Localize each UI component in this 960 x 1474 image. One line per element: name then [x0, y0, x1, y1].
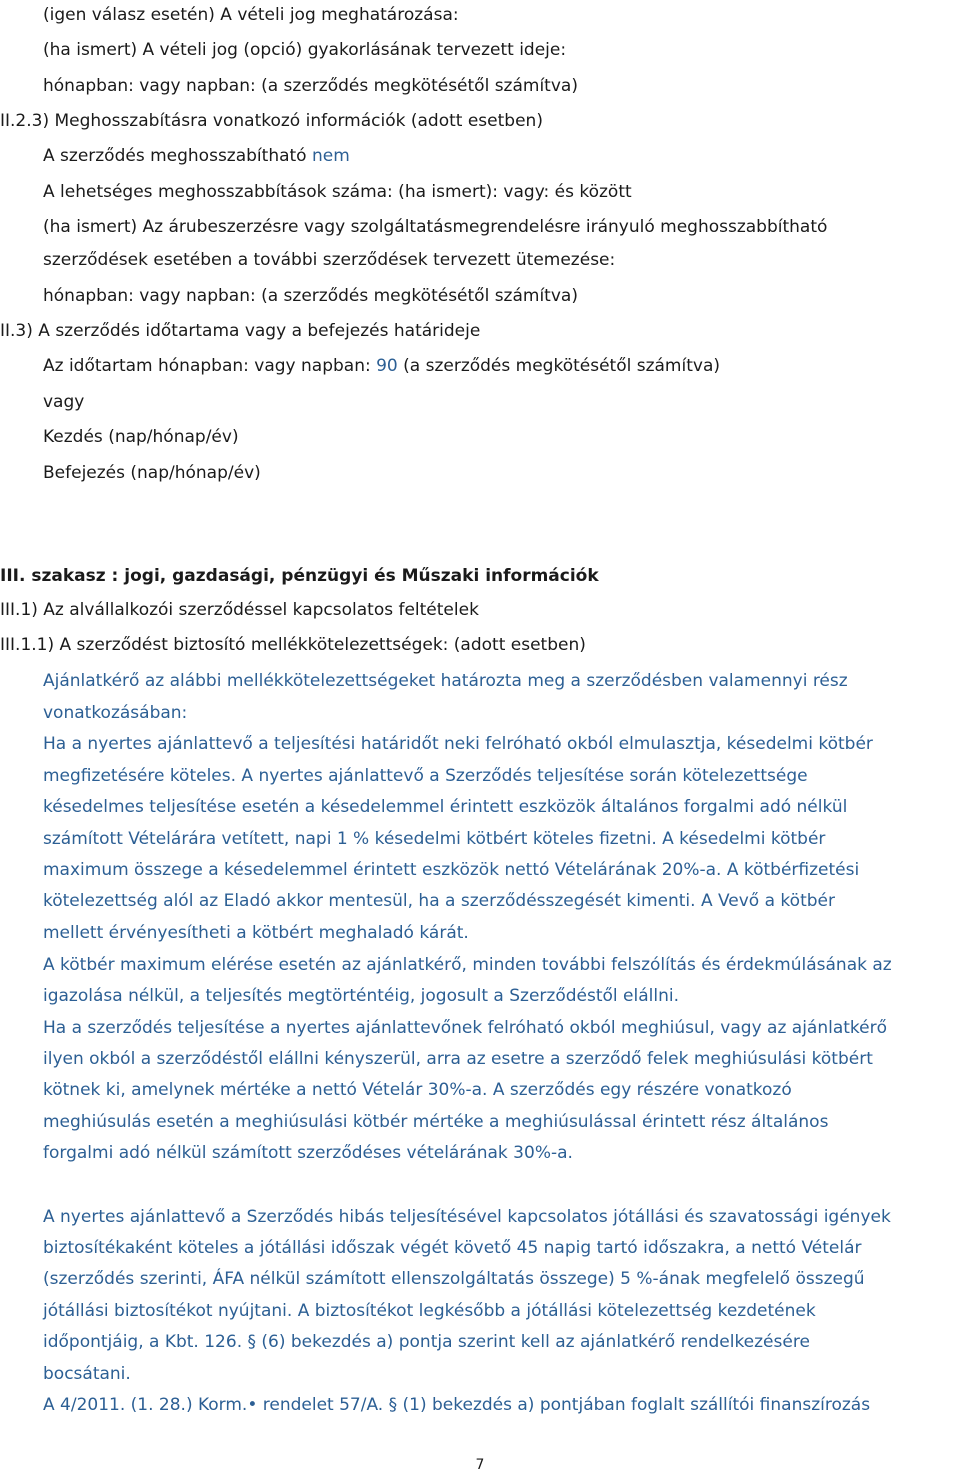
text-line: Befejezés (nap/hónap/év)	[43, 463, 261, 483]
page-number: 7	[475, 1457, 485, 1473]
text-line: maximum összege a késedelemmel érintett eszközök nettó Vételárának 20%-a. A kötbérfizetési	[43, 860, 860, 880]
section-heading: III.1.1) A szerződést biztosító mellékkötelezettségek: (adott esetben)	[0, 635, 586, 655]
text-line: (ha ismert) A vételi jog (opció) gyakorlásának tervezett ideje:	[43, 40, 567, 60]
value: nem	[311, 146, 350, 166]
text-line	[43, 145, 350, 167]
text-line: jótállási biztosítékot nyújtani. A biztosítékot legkésőbb a jótállási kötelezettség kezdetének	[43, 1301, 816, 1321]
part-heading: III. szakasz : jogi, gazdasági, pénzügyi és Műszaki információk	[0, 566, 599, 586]
text-line: hónapban: vagy napban: (a szerződés megkötésétől számítva)	[43, 286, 578, 306]
text-line: A lehetséges meghosszabbítások száma: (ha ismert): vagy: és között	[43, 182, 632, 202]
text-line: forgalmi adó nélkül számított szerződéses vételárának 30%-a.	[43, 1143, 573, 1163]
text-line: kötelezettség alól az Eladó akkor mentesül, ha a szerződésszegését kimenti. A Vevő a kötbér	[43, 891, 835, 911]
text-line: ilyen okból a szerződéstől elállni kényszerül, arra az esetre a szerződő felek meghiúsulási kötbért	[43, 1049, 873, 1069]
text-line: Ha a szerződés teljesítése a nyertes ajánlattevőnek felróható okból meghiúsul, vagy az ajánlatkérő	[43, 1018, 887, 1038]
text-line: (igen válasz esetén) A vételi jog meghatározása:	[43, 5, 459, 25]
text-line: (ha ismert) Az árubeszerzésre vagy szolgáltatásmegrendelésre irányuló meghosszabbítható	[43, 217, 828, 237]
text-line: hónapban: vagy napban: (a szerződés megkötésétől számítva)	[43, 76, 578, 96]
text-line: vagy	[43, 392, 85, 412]
label: (a szerződés megkötésétől számítva)	[397, 356, 720, 376]
text-line: meghiúsulás esetén a meghiúsulási kötbér mértéke a meghiúsulással érintett rész általános	[43, 1112, 829, 1132]
text-line: igazolása nélkül, a teljesítés megtörténtéig, jogosult a Szerződéstől elállni.	[43, 986, 679, 1006]
text-line: Ha a nyertes ajánlattevő a teljesítési határidőt neki felróható okból elmulasztja, késedelmi kötbér	[43, 734, 873, 754]
text-line: kötnek ki, amelynek mértéke a nettó Vételár 30%-a. A szerződés egy részére vonatkozó	[43, 1080, 792, 1100]
text-line: megfizetésére köteles. A nyertes ajánlattevő a Szerződés teljesítése során kötelezettsége	[43, 766, 808, 786]
section-heading: II.3) A szerződés időtartama vagy a befejezés határideje	[0, 321, 481, 341]
text-line: vonatkozásában:	[43, 703, 188, 723]
section-heading: II.2.3) Meghosszabításra vonatkozó információk (adott esetben)	[0, 111, 543, 131]
value: 90	[376, 356, 398, 376]
text-line: időpontjáig, a Kbt. 126. § (6) bekezdés a) pontja szerint kell az ajánlatkérő rendelkezésére	[43, 1332, 810, 1352]
label: Az időtartam hónapban: vagy napban:	[43, 356, 377, 376]
text-line: mellett érvényesítheti a kötbért meghaladó kárát.	[43, 923, 469, 943]
text-line: Kezdés (nap/hónap/év)	[43, 427, 239, 447]
text-line: Ajánlatkérő az alábbi mellékkötelezettségeket határozta meg a szerződésben valamennyi rész	[43, 671, 848, 691]
text-line: szerződések esetében a további szerződések tervezett ütemezése:	[43, 250, 616, 270]
label: A szerződés meghosszabítható	[43, 146, 312, 166]
text-line: késedelmes teljesítése esetén a késedelemmel érintett eszközök általános forgalmi adó nélkül	[43, 797, 848, 817]
text-line: biztosítékaként köteles a jótállási időszak végét követő 45 napig tartó időszakra, a nettó Vételár	[43, 1238, 862, 1258]
text-line: A kötbér maximum elérése esetén az ajánlatkérő, minden további felszólítás és érdekmúlásának az	[43, 955, 892, 975]
text-line: A nyertes ajánlattevő a Szerződés hibás teljesítésével kapcsolatos jótállási és szavatossági igények	[43, 1207, 891, 1227]
text-line: A 4/2011. (1. 28.) Korm.• rendelet 57/A. § (1) bekezdés a) pontjában foglalt szállítói finanszírozás	[43, 1395, 871, 1415]
text-line: (szerződés szerinti, ÁFA nélkül számított ellenszolgáltatás összege) 5 %-ának megfelelő összegű	[43, 1269, 865, 1289]
text-line	[43, 355, 720, 377]
text-line: számított Vételárára vetített, napi 1 % késedelmi kötbért köteles fizetni. A késedelmi kötbér	[43, 829, 826, 849]
section-heading: III.1) Az alvállalkozói szerződéssel kapcsolatos feltételek	[0, 600, 479, 620]
text-line: bocsátani.	[43, 1364, 131, 1384]
